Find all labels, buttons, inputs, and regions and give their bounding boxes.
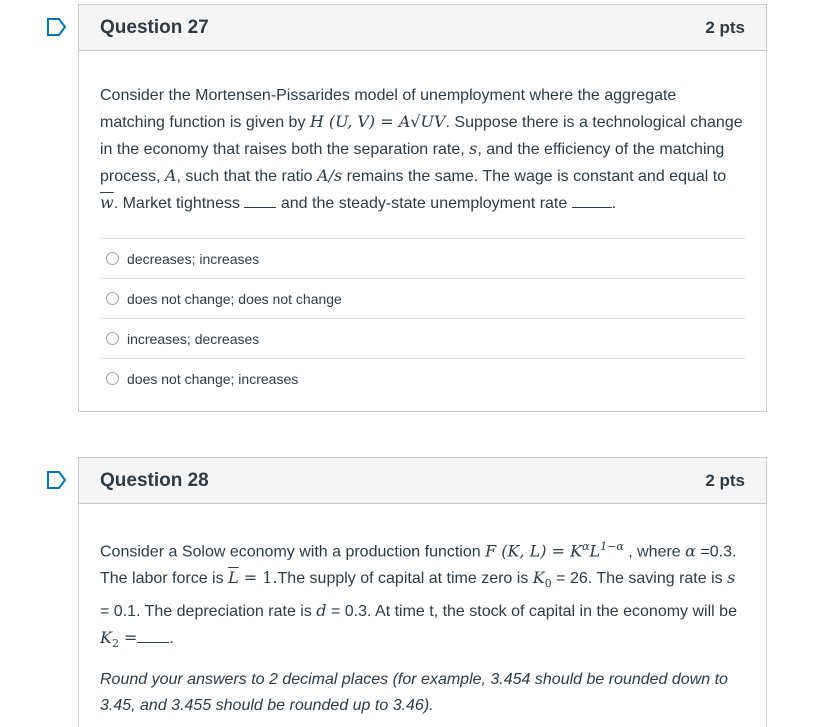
production-function-formula: F (K, L) = K	[485, 541, 583, 561]
question-title: Question 27	[100, 16, 209, 38]
answer-blank	[137, 628, 169, 643]
text-segment: =0.3. The labor force is	[100, 543, 737, 588]
text-segment: =	[118, 627, 138, 647]
question-text	[79, 504, 766, 719]
question-header	[79, 458, 766, 504]
answer-label: increases; decreases	[127, 330, 260, 347]
text-segment: .	[611, 195, 617, 212]
math-subscript: 0	[544, 577, 552, 591]
text-segment: = 26. The saving rate is	[551, 570, 728, 588]
math-symbol: K	[532, 568, 545, 588]
math-symbol: α	[685, 541, 696, 561]
answer-label: decreases; increases	[127, 250, 260, 267]
question-points: 2 pts	[705, 470, 745, 490]
matching-function-formula: H (U, V) = A√UV	[309, 112, 446, 131]
radio-button[interactable]	[106, 332, 119, 345]
answer-blank	[572, 193, 612, 208]
radio-button[interactable]	[106, 372, 119, 385]
answer-blank	[244, 193, 276, 208]
text-segment: and the steady-state unemployment rate	[276, 195, 572, 212]
math-symbol: d	[316, 600, 327, 620]
math-symbol: s	[727, 568, 736, 588]
answer-option[interactable]	[100, 278, 745, 318]
radio-button[interactable]	[106, 252, 119, 265]
math-exponent: α	[582, 540, 590, 553]
text-segment: , such that the ratio	[176, 168, 318, 185]
flag-question-icon[interactable]	[46, 17, 68, 37]
text-segment: remains the same. The wage is constant and equal to	[342, 168, 727, 185]
math-symbol: K	[100, 627, 112, 647]
text-segment: , and the efficiency of the matching process,	[100, 141, 725, 185]
math-symbol: = 1.	[238, 568, 278, 588]
math-symbol: $\overline{w}$	[100, 193, 114, 212]
answer-option[interactable]	[100, 318, 745, 358]
text-segment: . Market tightness	[113, 195, 245, 212]
flag-question-icon[interactable]	[46, 470, 68, 490]
question-card-28	[78, 457, 767, 727]
question-title: Question 28	[100, 469, 209, 491]
text-segment: , where	[623, 543, 686, 561]
answer-label: does not change; does not change	[127, 290, 342, 307]
text-segment: The supply of capital at time zero is	[277, 570, 533, 588]
text-segment: Consider a Solow economy with a production function	[100, 543, 486, 561]
text-segment: = 0.1. The depreciation rate is	[100, 602, 317, 620]
question-points: 2 pts	[705, 17, 745, 37]
text-segment: = 0.3. At time t, the stock of capital in the economy will be	[326, 602, 737, 620]
answer-option[interactable]	[100, 358, 745, 398]
text-segment: Consider the Mortensen-Pissarides model of unemployment where the aggregate matching function is given by	[100, 87, 677, 131]
question-card-27	[78, 4, 767, 412]
answer-label: does not change; increases	[127, 370, 299, 387]
text-segment: . Suppose there is a technological change in the economy that raises both the separation rate,	[100, 114, 743, 158]
question-text	[79, 51, 766, 217]
math-symbol: s	[469, 139, 478, 158]
radio-button[interactable]	[106, 292, 119, 305]
math-subscript: 2	[111, 636, 119, 650]
answer-list	[100, 238, 745, 398]
answer-option[interactable]	[100, 238, 745, 278]
question-header	[79, 5, 766, 51]
math-symbol: L	[589, 541, 601, 561]
math-exponent: 1−α	[600, 540, 624, 553]
math-symbol: A/s	[317, 166, 343, 185]
rounding-instruction: Round your answers to 2 decimal places (for example, 3.454 should be rounded down to 3.45, and 3.455 should be rounded up to 3.46).	[100, 670, 728, 714]
math-symbol: A	[164, 166, 177, 185]
text-segment: .	[169, 629, 174, 647]
math-symbol: $\overline{L}$	[228, 568, 239, 588]
